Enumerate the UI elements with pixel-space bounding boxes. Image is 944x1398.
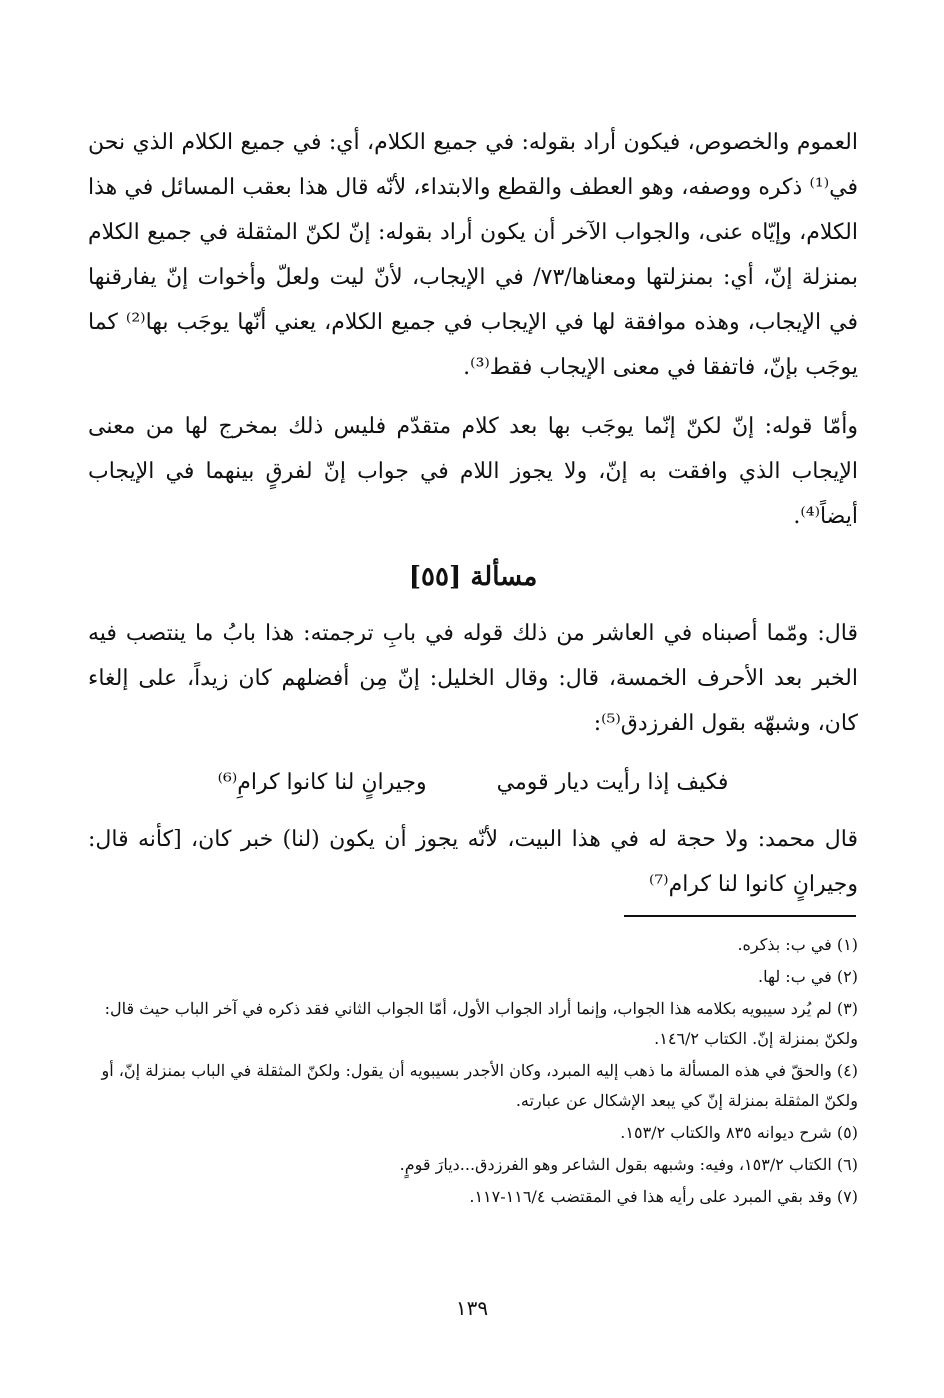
footnote-separator	[624, 915, 856, 917]
issue-heading: مسألة [٥٥]	[408, 562, 538, 592]
footnote-4: (٤) والحقّ في هذه المسألة ما ذهب إليه المبرد، وكان الأجدر بسيبويه أن يقول: ولكنّ المثقلة في الباب بمنزلة إنّ، أو ولكنّ المثقلة بمنزلة إنّ كي يبعد الإشكال عن عبارته.	[101, 1061, 858, 1110]
page-number: ١٣٩	[455, 1296, 489, 1320]
footnote-6: (٦) الكتاب ١٥٣/٢، وفيه: وشبهه بقول الشاعر وهو الفرزدق...ديارَ قومٍ.	[399, 1155, 858, 1174]
paragraph-4: قال محمد: ولا حجة له في هذا البيت، لأنّه يجوز أن يكون (لنا) خبر كان، [كأنه قال: وجيرانٍ كانوا لنا كرام⁽⁷⁾	[88, 827, 858, 897]
footnote-2: (٢) في ب: لها.	[758, 967, 858, 986]
paragraph-2: وأمّا قوله: إنّ لكنّ إنّما يوجَب بها بعد كلام متقدّم فليس ذلك بمخرج لها من معنى الإيجاب الذي وافقت به إنّ، ولا يجوز اللام في جواب إنّ لفرقٍ بينهما في الإيجاب أيضاً⁽⁴⁾.	[88, 414, 858, 529]
footnote-1: (١) في ب: بذكره.	[737, 935, 858, 954]
paragraph-3: قال: ومّما أصبناه في العاشر من ذلك قوله في بابِ ترجمته: هذا بابُ ما ينتصب فيه الخبر بعد الأحرف الخمسة، قال: وقال الخليل: إنّ مِن أفضلهم كان زيداً، على إلغاء كان، وشبهّه بقول الفرزدق⁽⁵⁾:	[88, 621, 858, 736]
footnote-7: (٧) وقد بقي المبرد على رأيه هذا في المقتضب ١١٦/٤-١١٧.	[469, 1187, 858, 1206]
footnote-3: (٣) لم يُرد سيبويه بكلامه هذا الجواب، وإنما أراد الجواب الأول، أمّا الجواب الثاني فقد ذكره في آخر الباب حيث قال: ولكنّ بمنزلة إنّ. الكتاب ١٤٦/٢.	[104, 999, 858, 1048]
verse-second-hemistich: وجيرانٍ لنا كانوا كرامِ⁽⁶⁾	[217, 770, 427, 795]
footnote-5: (٥) شرح ديوانه ٨٣٥ والكتاب ١٥٣/٢.	[620, 1123, 858, 1142]
verse-first-hemistich: فكيف إذا رأيت ديار قومي	[496, 770, 729, 795]
poetry-verse	[88, 760, 858, 805]
footnotes-list	[88, 930, 858, 1214]
main-text-block	[88, 120, 858, 921]
paragraph-1: العموم والخصوص، فيكون أراد بقوله: في جميع الكلام، أي: في جميع الكلام الذي نحن في⁽¹⁾ ذكره ووصفه، وهو العطف والقطع والابتداء، لأنّه قال هذا بعقب المسائل في هذا الكلام، وإيّاه عنى، والجواب الآخر أن يكون أراد بقوله: إنّ لكنّ المثقلة في جميع الكلام بمنزلة إنّ، أي: بمنزلتها ومعناها/٧٣/ في الإيجاب، لأنّ ليت ولعلّ وأخوات إنّ يفارقنها في الإيجاب، وهذه موافقة لها في الإيجاب في جميع الكلام، يعني أنّها يوجَب بها⁽²⁾ كما يوجَب بإنّ، فاتفقا في معنى الإيجاب فقط⁽³⁾.	[88, 130, 858, 380]
